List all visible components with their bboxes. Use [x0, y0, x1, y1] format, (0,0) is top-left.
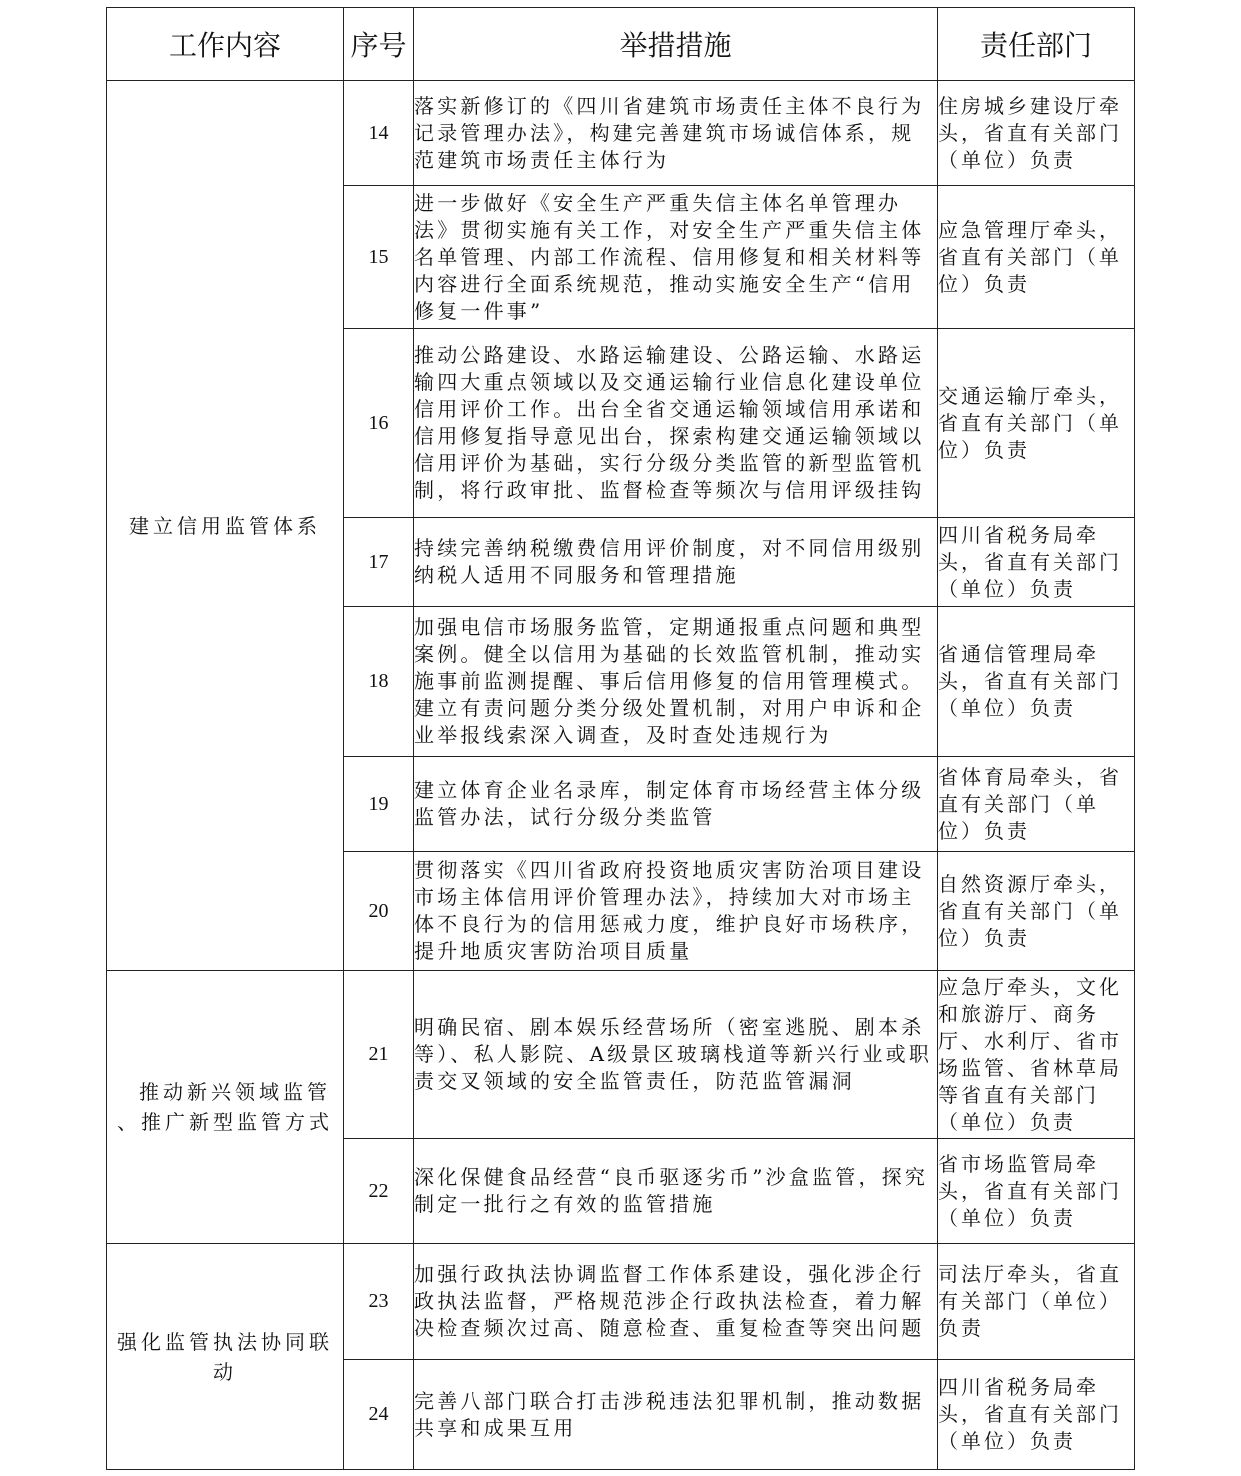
department-text: 应急管理厅牵头，省直有关部门（单位）负责 — [938, 186, 1135, 329]
department-text: 自然资源厅牵头，省直有关部门（单位）负责 — [938, 852, 1135, 971]
measure-text: 明确民宿、剧本娱乐经营场所（密室逃脱、剧本杀等）、私人影院、A级景区玻璃栈道等新兴行业或职责交叉领域的安全监管责任，防范监管漏洞 — [414, 971, 938, 1139]
row-number: 23 — [344, 1244, 414, 1360]
table-row — [107, 971, 1135, 1139]
header-content: 工作内容 — [107, 8, 344, 81]
department-text: 四川省税务局牵头，省直有关部门（单位）负责 — [938, 518, 1135, 607]
row-number: 19 — [344, 757, 414, 852]
category-label: 建立信用监管体系 — [129, 513, 321, 538]
category-label: 、推广新型监管方式 — [117, 1110, 333, 1134]
measure-text: 推动公路建设、水路运输建设、公路运输、水路运输四大重点领域以及交通运输行业信息化建设单位信用评价工作。出台全省交通运输领域信用承诺和信用修复指导意见出台，探索构建交通运输领域以信用评价为基础，实行分级分类监管的新型监管机制，将行政审批、监督检查等频次与信用评级挂钩 — [414, 329, 938, 518]
department-text: 省市场监管局牵头，省直有关部门（单位）负责 — [938, 1139, 1135, 1244]
header-measures: 举措措施 — [414, 8, 938, 81]
category-label: 推动新兴领域监管 — [139, 1080, 331, 1104]
category-credit-supervision — [107, 81, 344, 971]
measure-text: 贯彻落实《四川省政府投资地质灾害防治项目建设市场主体信用评价管理办法》，持续加大对市场主体不良行为的信用惩戒力度，维护良好市场秩序，提升地质灾害防治项目质量 — [414, 852, 938, 971]
department-text: 省通信管理局牵头，省直有关部门（单位）负责 — [938, 607, 1135, 757]
measure-text: 完善八部门联合打击涉税违法犯罪机制，推动数据共享和成果互用 — [414, 1360, 938, 1470]
measure-text: 深化保健食品经营“良币驱逐劣币”沙盒监管，探究制定一批行之有效的监管措施 — [414, 1139, 938, 1244]
measure-text: 建立体育企业名录库，制定体育市场经营主体分级监管办法，试行分级分类监管 — [414, 757, 938, 852]
department-text: 应急厅牵头，文化和旅游厅、商务厅、水利厅、省市场监管、省林草局等省直有关部门（单位）负责 — [938, 971, 1135, 1139]
department-text: 省体育局牵头，省直有关部门（单位）负责 — [938, 757, 1135, 852]
category-enforcement-coordination — [107, 1244, 344, 1470]
row-number: 16 — [344, 329, 414, 518]
measure-text: 持续完善纳税缴费信用评价制度，对不同信用级别纳税人适用不同服务和管理措施 — [414, 518, 938, 607]
measures-table — [106, 7, 1135, 1470]
row-number: 14 — [344, 81, 414, 186]
measure-text: 落实新修订的《四川省建筑市场责任主体不良行为记录管理办法》，构建完善建筑市场诚信体系，规范建筑市场责任主体行为 — [414, 81, 938, 186]
row-number: 18 — [344, 607, 414, 757]
department-text: 交通运输厅牵头，省直有关部门（单位）负责 — [938, 329, 1135, 518]
header-number: 序号 — [344, 8, 414, 81]
row-number: 15 — [344, 186, 414, 329]
row-number: 21 — [344, 971, 414, 1139]
table-row — [107, 81, 1135, 186]
department-text: 四川省税务局牵头，省直有关部门（单位）负责 — [938, 1360, 1135, 1470]
header-row — [107, 8, 1135, 81]
row-number: 20 — [344, 852, 414, 971]
category-emerging-fields — [107, 971, 344, 1244]
measure-text: 加强电信市场服务监管，定期通报重点问题和典型案例。健全以信用为基础的长效监管机制，推动实施事前监测提醒、事后信用修复的信用管理模式。建立有责问题分类分级处置机制，对用户申诉和企业举报线索深入调查，及时查处违规行为 — [414, 607, 938, 757]
department-text: 住房城乡建设厅牵头，省直有关部门（单位）负责 — [938, 81, 1135, 186]
category-label: 强化监管执法协同联动 — [117, 1329, 333, 1384]
header-department: 责任部门 — [938, 8, 1135, 81]
table-row — [107, 1244, 1135, 1360]
measure-text: 加强行政执法协调监督工作体系建设，强化涉企行政执法监督，严格规范涉企行政执法检查，着力解决检查频次过高、随意检查、重复检查等突出问题 — [414, 1244, 938, 1360]
department-text: 司法厅牵头，省直有关部门（单位）负责 — [938, 1244, 1135, 1360]
row-number: 24 — [344, 1360, 414, 1470]
row-number: 22 — [344, 1139, 414, 1244]
row-number: 17 — [344, 518, 414, 607]
measure-text: 进一步做好《安全生产严重失信主体名单管理办法》贯彻实施有关工作，对安全生产严重失信主体名单管理、内部工作流程、信用修复和相关材料等内容进行全面系统规范，推动实施安全生产“信用修复一件事” — [414, 186, 938, 329]
